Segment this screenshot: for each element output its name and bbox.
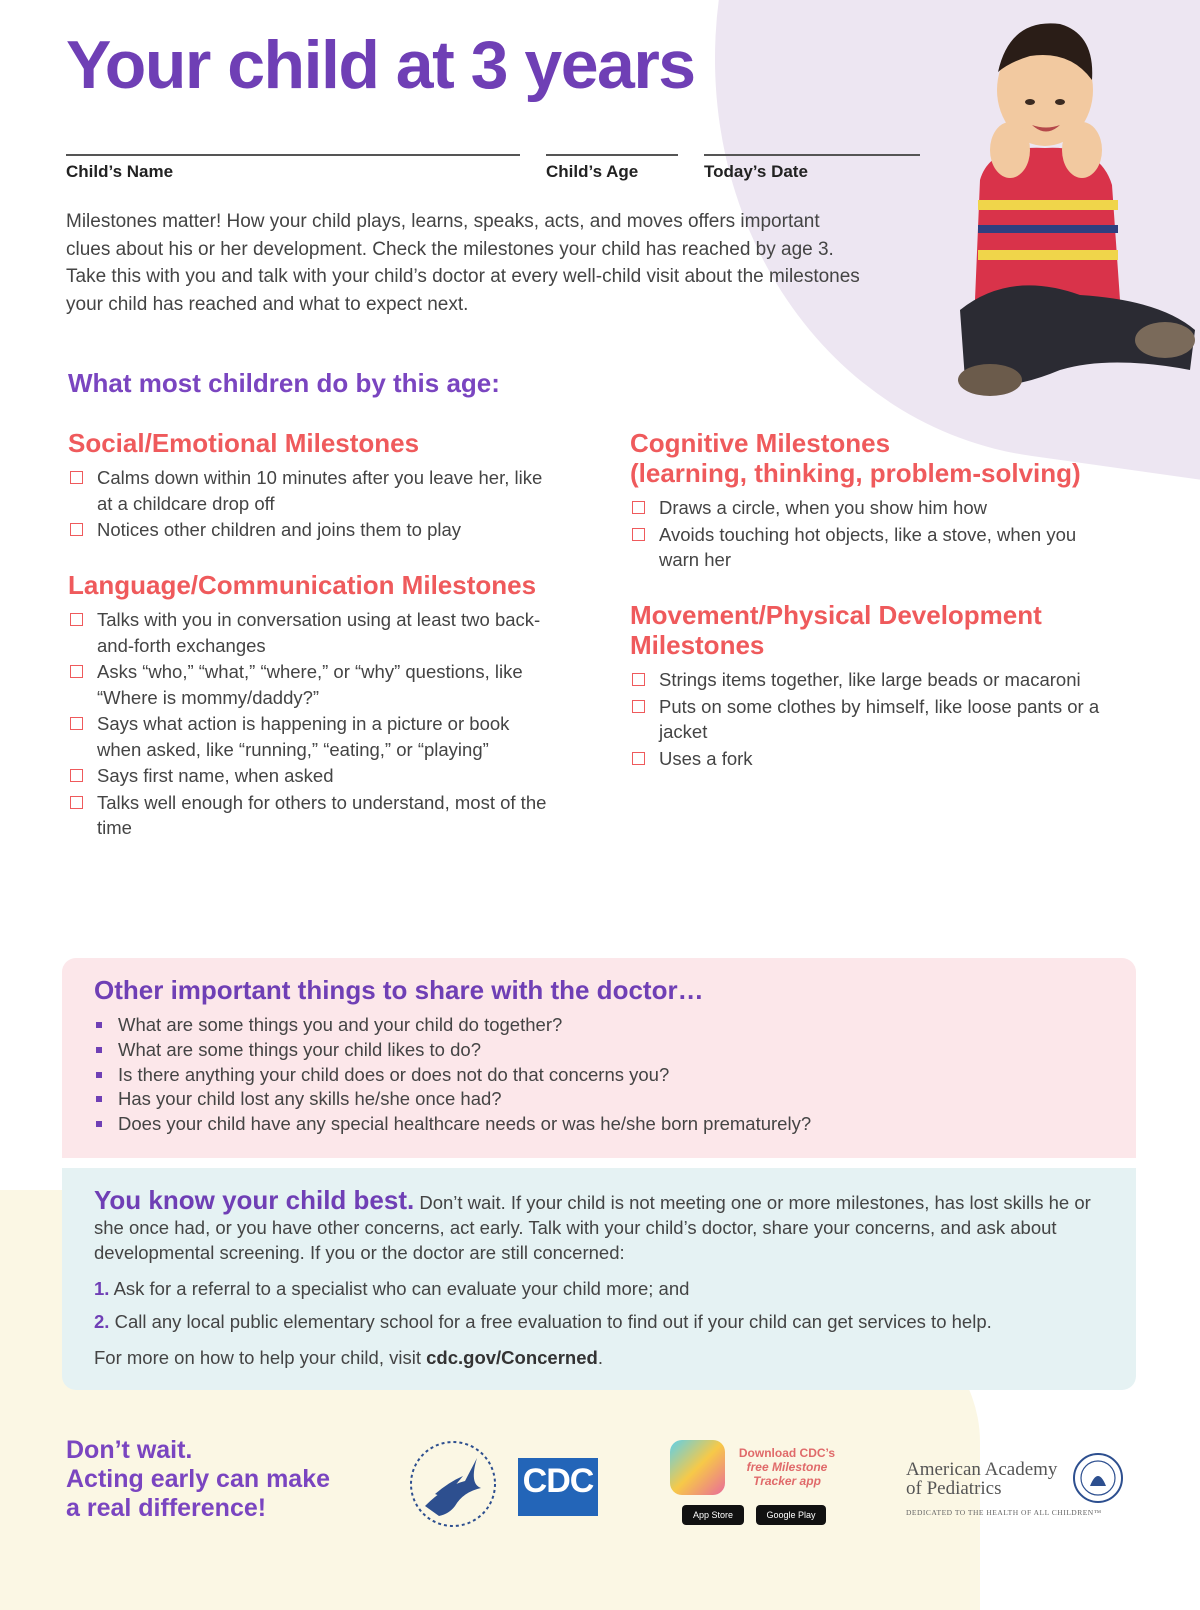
checkbox[interactable] [70,613,83,626]
language-communication-list [68,607,548,842]
list-item: What are some things your child likes to do? [94,1038,811,1063]
list-item: Says first name, when asked [68,763,548,789]
milestone-tracker-app-icon[interactable] [670,1440,725,1495]
child-photo [950,10,1200,410]
list-item: Strings items together, like large beads or macaroni [630,667,1130,693]
list-item: Draws a circle, when you show him how [630,495,1120,521]
list-item: Talks with you in conversation using at least two back-and-forth exchanges [68,607,548,658]
list-item: Calms down within 10 minutes after you leave her, like at a childcare drop off [68,465,548,516]
list-item: Notices other children and joins them to play [68,517,548,543]
list-item: What are some things you and your child do together? [94,1013,811,1038]
step-2: 2. Call any local public elementary school for a free evaluation to find out if your child can get services to help. [94,1311,992,1332]
section-heading: What most children do by this age: [68,368,500,398]
bullet-icon [96,1022,102,1028]
list-item: Does your child have any special healthcare needs or was he/she born prematurely? [94,1112,811,1137]
list-item: Talks well enough for others to understand, most of the time [68,790,548,841]
dont-wait-tagline: Don’t wait. Acting early can make a real difference! [66,1436,331,1522]
checkbox[interactable] [632,700,645,713]
language-communication-title: Language/Communication Milestones [68,570,537,600]
checkbox[interactable] [70,769,83,782]
movement-title: Movement/Physical Development Milestones [630,600,1042,660]
aap-seal-icon [1072,1452,1124,1504]
list-item: Uses a fork [630,746,1130,772]
cognitive-title: Cognitive Milestones (learning, thinking, problem-solving) [630,428,1081,488]
bullet-icon [96,1072,102,1078]
cdc-concerned-link[interactable]: cdc.gov/Concerned [426,1347,598,1368]
checkbox[interactable] [70,665,83,678]
checkbox[interactable] [70,796,83,809]
list-item: Has your child lost any skills he/she once had? [94,1087,811,1112]
more-info: For more on how to help your child, visit cdc.gov/Concerned. [94,1347,603,1368]
intro-paragraph: Milestones matter! How your child plays, learns, speaks, acts, and moves offers important clues about his or her development. Check the milestones your child has reached by age 3. Take this with you and talk with your child’s doctor at every well-child visit about the milestones your child has reached and what to expect next. [66,211,860,315]
google-play-badge[interactable]: Google Play [756,1505,826,1525]
step-1: 1. Ask for a referral to a specialist who can evaluate your child more; and [94,1278,690,1299]
list-item: Puts on some clothes by himself, like loose pants or a jacket [630,694,1130,745]
aap-logo-text: American Academy of Pediatrics [906,1459,1058,1499]
act-early-lead: You know your child best. [94,1185,415,1215]
checkbox[interactable] [632,501,645,514]
cognitive-list [630,495,1120,574]
hhs-eagle-logo [405,1436,501,1532]
list-item: Says what action is happening in a picture or book when asked, like “running,” “eating,” or “playing” [68,711,548,762]
list-item: Asks “who,” “what,” “where,” or “why” questions, like “Where is mommy/daddy?” [68,659,548,710]
cdc-logo: CDC [518,1458,598,1516]
social-emotional-title: Social/Emotional Milestones [68,428,420,458]
checkbox[interactable] [632,528,645,541]
aap-tagline: DEDICATED TO THE HEALTH OF ALL CHILDREN™ [906,1508,1102,1517]
childs-age-field[interactable]: Child’s Age [546,154,678,182]
milestone-tracker-text: Download CDC’s free Milestone Tracker app [738,1446,836,1488]
checkbox[interactable] [632,752,645,765]
act-early-paragraph: You know your child best. Don’t wait. If your child is not meeting one or more milestones, has lost skills he or she once had, or you have other concerns, act early. Talk with your child’s doctor, share your concerns, and ask about developmental screening. If you or the doctor are still concerned: [94,1185,1091,1263]
page-title: Your child at 3 years [66,27,695,103]
checkbox[interactable] [70,471,83,484]
childs-name-field[interactable]: Child’s Name [66,154,520,182]
list-item: Is there anything your child does or does not do that concerns you? [94,1063,811,1088]
bullet-icon [96,1047,102,1053]
doctor-questions-title: Other important things to share with the doctor… [94,975,704,1005]
list-item: Avoids touching hot objects, like a stove, when you warn her [630,522,1120,573]
checkbox[interactable] [632,673,645,686]
doctor-questions-list [94,1013,811,1137]
movement-list [630,667,1130,772]
bullet-icon [96,1096,102,1102]
checkbox[interactable] [70,717,83,730]
app-store-badge[interactable]: App Store [682,1505,744,1525]
todays-date-field[interactable]: Today’s Date [704,154,920,182]
bullet-icon [96,1121,102,1127]
social-emotional-list [68,465,548,544]
checkbox[interactable] [70,523,83,536]
